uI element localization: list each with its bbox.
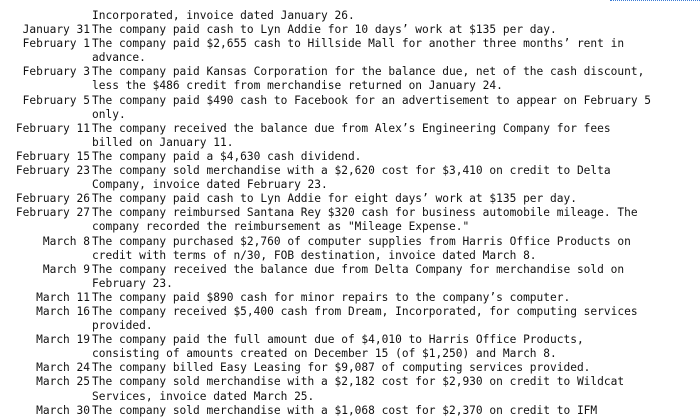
entry-date: March 11 — [36, 290, 90, 304]
entry-date: February 11 — [15, 121, 90, 135]
entry-text: The company reimbursed Santana Rey $320 cash for business automobile mileage. The company recorded the reimbursement as "Mileage Expense." — [92, 206, 638, 234]
entry-text: The company sold merchandise with a $2,620 cost for $3,410 on credit to Delta Company, invoice dated February 23. — [92, 164, 611, 192]
entry-text: The company paid $2,655 cash to Hillside Mall for another three months’ rent in advance. — [92, 37, 625, 65]
entry-text: The company received the balance due from Delta Company for merchandise sold on February 23. — [92, 262, 625, 290]
entry-text: The company paid cash to Lyn Addie for eight days’ work at $135 per day. — [92, 192, 577, 206]
transaction-entry — [0, 206, 700, 234]
transaction-entry — [0, 65, 700, 93]
transaction-entry — [0, 235, 700, 263]
transaction-entry — [0, 37, 700, 65]
entry-date: February 3 — [22, 65, 90, 79]
entry-date: March 16 — [36, 304, 90, 318]
entry-date: March 24 — [36, 361, 90, 375]
entry-text: The company paid cash to Lyn Addie for 10 days’ work at $135 per day. — [92, 23, 557, 37]
transaction-entry — [0, 361, 700, 375]
entry-date: February 26 — [15, 192, 90, 206]
top-dotted-border — [610, 0, 700, 3]
transaction-list — [0, 9, 700, 418]
transaction-entry — [0, 404, 700, 418]
entry-text: The company paid a $4,630 cash dividend. — [92, 149, 362, 163]
transaction-entry — [0, 375, 700, 403]
entry-text: The company paid $890 cash for minor repairs to the company’s computer. — [92, 290, 571, 304]
transaction-entry — [0, 263, 700, 291]
entry-date: March 25 — [36, 375, 90, 389]
transaction-entry — [0, 333, 700, 361]
entry-text: The company sold merchandise with a $1,068 cost for $2,370 on credit to IFM — [92, 403, 598, 417]
entry-date: March 19 — [36, 333, 90, 347]
entry-date: March 9 — [42, 262, 90, 276]
transaction-entry — [0, 164, 700, 192]
entry-text: The company billed Easy Leasing for $9,087 of computing services provided. — [92, 361, 591, 375]
entry-date: February 15 — [15, 149, 90, 163]
entry-text: The company received the balance due from Alex’s Engineering Company for fees billed on January 11. — [92, 121, 611, 149]
entry-date: February 27 — [15, 206, 90, 220]
entry-text: The company sold merchandise with a $2,182 cost for $2,930 on credit to Wildcat Services, invoice dated March 25. — [92, 375, 625, 403]
transaction-entry — [0, 150, 700, 164]
entry-date: February 5 — [22, 93, 90, 107]
entry-date: March 30 — [36, 403, 90, 417]
entry-date: March 8 — [42, 234, 90, 248]
entry-text: The company paid the full amount due of $4,010 to Harris Office Products, consisting of amounts created on December 15 (of $1,250) and March 8. — [92, 333, 584, 361]
entry-text: The company received $5,400 cash from Dream, Incorporated, for computing services provided. — [92, 304, 638, 333]
transaction-entry — [0, 94, 700, 122]
entry-date: February 1 — [22, 37, 90, 51]
entry-text: The company paid Kansas Corporation for the balance due, net of the cash discount, less the $486 credit from merchandise returned on January 24. — [92, 65, 645, 93]
transaction-entry — [0, 305, 700, 333]
entry-text: The company paid $490 cash to Facebook for an advertisement to appear on February 5 only. — [92, 93, 652, 121]
transaction-entry — [0, 9, 700, 23]
transaction-entry — [0, 192, 700, 206]
entry-text: Incorporated, invoice dated January 26. — [92, 9, 355, 22]
entry-text: The company purchased $2,760 of computer supplies from Harris Office Products on credit with terms of n/30, FOB destination, invoice dated March 8. — [92, 234, 631, 262]
entry-date: February 23 — [15, 164, 90, 178]
transaction-entry — [0, 23, 700, 37]
entry-date: January 31 — [22, 23, 90, 37]
transaction-entry — [0, 291, 700, 305]
transaction-entry — [0, 122, 700, 150]
